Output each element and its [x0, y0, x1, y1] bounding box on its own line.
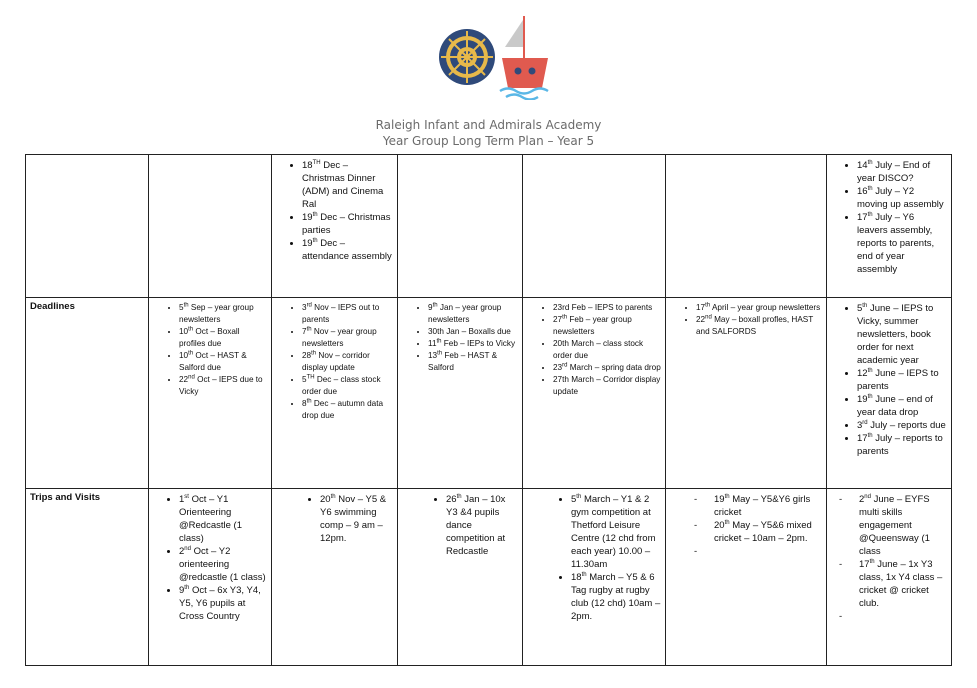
plan-title: Year Group Long Term Plan – Year 5 [382, 134, 595, 148]
list-item [857, 159, 947, 185]
list-item [179, 326, 267, 350]
cell-autumn2 [272, 155, 398, 298]
cell-spring1 [398, 155, 523, 298]
list-item [428, 302, 518, 326]
cell-spring2 [523, 298, 666, 489]
list-item [553, 302, 661, 314]
item-text: May – Y5&6 mixed cricket – 10am – 2pm. [714, 520, 812, 544]
item-text: Dec – class stock order due [302, 375, 381, 396]
item-text: Feb – HAST & Salford [428, 351, 498, 372]
ordinal-suffix: th [437, 350, 443, 357]
list-item [302, 398, 393, 422]
list-item [302, 350, 393, 374]
list-item [571, 571, 661, 623]
cell-autumn1 [149, 155, 272, 298]
item-date: 3 [302, 303, 307, 312]
list-item [179, 374, 267, 398]
ordinal-suffix: th [867, 185, 873, 192]
list-item [857, 302, 947, 367]
items-list [527, 493, 661, 623]
list-item [859, 493, 947, 558]
item-text: July – End of year DISCO? [857, 160, 931, 184]
item-text: June – IEPS to Vicky, summer newsletters, book order for next academic year [857, 303, 934, 366]
item-date: 16 [857, 186, 868, 197]
item-date: 26 [446, 494, 457, 505]
ordinal-suffix: nd [188, 374, 195, 381]
ordinal-suffix: th [306, 326, 312, 333]
ordinal-suffix: th [183, 302, 189, 309]
item-text: Jan – 10x Y3 &4 pupils dance competition at Redcastle [446, 494, 506, 557]
item-date: 5 [302, 375, 307, 384]
item-text: July – Y6 leavers assembly, reports to parents, end of year assembly [857, 212, 935, 275]
list-item [446, 493, 518, 558]
ship-wheel-icon [439, 29, 495, 85]
list-item [857, 185, 947, 211]
item-date: 7 [302, 327, 307, 336]
list-item [179, 493, 267, 545]
item-date: 17 [857, 433, 868, 444]
ordinal-suffix: th [724, 519, 730, 526]
cell-autumn2 [272, 298, 398, 489]
ordinal-suffix: th [188, 350, 194, 357]
cell-summer1 [666, 155, 827, 298]
item-text: Oct – Y1 Orienteering @Redcastle (1 class) [179, 494, 242, 544]
list-item [428, 350, 518, 374]
ordinal-suffix: rd [306, 302, 312, 309]
table-row [26, 155, 952, 298]
item-date: 5 [179, 303, 184, 312]
item-text: Oct – Y2 orienteering @redcastle (1 class) [179, 546, 266, 583]
item-text: Feb – IEPs to Vicky [441, 339, 516, 348]
list-item [179, 302, 267, 326]
item-date: 19 [714, 494, 725, 505]
item-date: 5 [571, 494, 577, 505]
items-list [402, 493, 518, 558]
item-date: 12 [857, 368, 868, 379]
ordinal-suffix: th [867, 159, 873, 166]
list-item [320, 493, 393, 545]
items-list [276, 302, 393, 422]
list-item [696, 302, 822, 314]
cell-summer1 [666, 489, 827, 666]
list-item [857, 211, 947, 276]
item-text: June – EYFS multi skills engagement @Queensway (1 class [859, 494, 930, 557]
ordinal-suffix: th [188, 326, 194, 333]
list-item [179, 545, 267, 584]
item-date: 1 [179, 494, 185, 505]
item-text: March – Y5 & 6 Tag rugby at rugby club (12 chd) 10am – 2pm. [571, 572, 661, 622]
items-list [831, 493, 947, 650]
list-item [302, 326, 393, 350]
table-row [26, 489, 952, 666]
list-item [553, 314, 661, 338]
item-date: 27th March – Corridor display update [553, 375, 661, 396]
list-item [696, 314, 822, 338]
ordinal-suffix: TH [306, 374, 315, 381]
item-date: 30th Jan – Boxalls due [428, 327, 511, 336]
item-date: 18 [302, 160, 313, 171]
list-item [553, 362, 661, 374]
school-logo [438, 14, 556, 100]
item-date: 2 [179, 546, 185, 557]
school-name: Raleigh Infant and Admirals Academy [375, 118, 602, 132]
cell-spring1 [398, 489, 523, 666]
ordinal-suffix: th [867, 432, 873, 439]
item-text: July – reports to parents [857, 433, 943, 457]
cell-spring2 [523, 489, 666, 666]
item-date: 23rd Feb – IEPS to parents [553, 303, 653, 312]
ordinal-suffix: th [311, 350, 317, 357]
boat-icon [500, 16, 548, 100]
ordinal-suffix: th [705, 302, 711, 309]
item-text: Oct – HAST & Salford due [179, 351, 247, 372]
list-item [302, 302, 393, 326]
item-date: 22 [696, 315, 706, 324]
items-list [153, 493, 267, 623]
list-item [571, 493, 661, 571]
list-item [859, 558, 947, 610]
list-item [553, 338, 661, 362]
list-item [714, 493, 822, 519]
ordinal-suffix: st [184, 493, 189, 500]
ordinal-suffix: rd [862, 419, 868, 426]
item-text: July – Y2 moving up assembly [857, 186, 944, 210]
long-term-plan-table [25, 154, 952, 666]
item-date: 23 [553, 363, 563, 372]
item-date: 22 [179, 375, 189, 384]
list-item [859, 610, 947, 650]
ordinal-suffix: nd [705, 314, 712, 321]
list-item [302, 211, 393, 237]
items-list [831, 159, 947, 276]
items-list [153, 302, 267, 398]
item-text: March – spring data drop [567, 363, 661, 372]
row-label-events [26, 155, 149, 298]
item-date: 2 [859, 494, 865, 505]
list-item [179, 350, 267, 374]
list-item [302, 159, 393, 211]
cell-summer2 [827, 489, 952, 666]
item-date: 14 [857, 160, 868, 171]
item-date: 17 [696, 303, 706, 312]
ordinal-suffix: nd [184, 545, 191, 552]
ordinal-suffix: th [330, 493, 336, 500]
item-date: 11 [428, 339, 437, 348]
item-date: 19 [302, 238, 313, 249]
item-date: 17 [857, 212, 868, 223]
ordinal-suffix: th [867, 211, 873, 218]
cell-autumn1 [149, 298, 272, 489]
ordinal-suffix: th [562, 314, 568, 321]
item-date: 20 [714, 520, 725, 531]
document-header [0, 117, 977, 149]
item-text: June – 1x Y3 class, 1x Y4 class – cricket @ cricket club. [859, 559, 943, 609]
item-text: Dec – Christmas Dinner (ADM) and Cinema Ral [302, 160, 384, 210]
item-date: 3 [857, 420, 863, 431]
item-text: Oct – 6x Y3, Y4, Y5, Y6 pupils at Cross Country [179, 585, 261, 622]
item-date: 8 [302, 399, 307, 408]
item-date: 28 [302, 351, 312, 360]
item-text: March – Y1 & 2 gym competition at Thetford Leisure Centre (12 chd from each year) 10.00 – 11.30am [571, 494, 656, 570]
ordinal-suffix: nd [864, 493, 871, 500]
list-item [553, 374, 661, 398]
ordinal-suffix: TH [312, 159, 321, 166]
item-date: 17 [859, 559, 870, 570]
row-label-deadlines: Deadlines [26, 298, 149, 489]
cell-spring2 [523, 155, 666, 298]
item-text: June – IEPS to parents [857, 368, 939, 392]
item-date: 9 [179, 585, 185, 596]
items-list [670, 493, 822, 585]
cell-summer2 [827, 155, 952, 298]
cell-summer2 [827, 298, 952, 489]
list-item [179, 584, 267, 623]
items-list [276, 159, 393, 263]
ordinal-suffix: th [432, 302, 438, 309]
list-item [714, 545, 822, 585]
items-list [670, 302, 822, 338]
ordinal-suffix: th [867, 393, 873, 400]
item-date: 5 [857, 303, 863, 314]
item-date: 13 [428, 351, 438, 360]
item-date: 18 [571, 572, 582, 583]
ordinal-suffix: th [862, 302, 868, 309]
ordinal-suffix: th [867, 367, 873, 374]
list-item [302, 237, 393, 263]
item-text: Nov – Y5 & Y6 swimming comp – 9 am – 12pm. [320, 494, 387, 544]
ordinal-suffix: th [184, 584, 190, 591]
item-text: May – boxall profles, HAST and SALFORDS [696, 315, 814, 336]
item-text: April – year group newsletters [710, 303, 821, 312]
cell-spring1 [398, 298, 523, 489]
item-date: 19 [302, 212, 313, 223]
item-date: 20 [320, 494, 331, 505]
ordinal-suffix: th [581, 571, 587, 578]
item-text: Nov – corridor display update [302, 351, 370, 372]
ordinal-suffix: th [306, 398, 312, 405]
item-date: 10 [179, 351, 189, 360]
item-text: Jan – year group newsletters [428, 303, 502, 324]
ordinal-suffix: th [869, 558, 875, 565]
list-item [857, 432, 947, 458]
table-row [26, 298, 952, 489]
ordinal-suffix: th [312, 211, 318, 218]
list-item [857, 367, 947, 393]
item-date: 9 [428, 303, 433, 312]
item-text: Sep – year group newsletters [179, 303, 254, 324]
cell-autumn2 [272, 489, 398, 666]
ordinal-suffix: th [724, 493, 730, 500]
item-text: July – reports due [867, 420, 946, 431]
row-label-trips: Trips and Visits [26, 489, 149, 666]
item-text: Nov – IEPS out to parents [302, 303, 380, 324]
items-list [831, 302, 947, 458]
ordinal-suffix: th [312, 237, 318, 244]
item-text: Nov – year group newsletters [302, 327, 377, 348]
item-text: Dec – autumn data drop due [302, 399, 384, 420]
item-text: Oct – IEPS due to Vicky [179, 375, 263, 396]
list-item [428, 338, 518, 350]
item-text: June – end of year data drop [857, 394, 933, 418]
list-item [428, 326, 518, 338]
cell-autumn1 [149, 489, 272, 666]
items-list [402, 302, 518, 374]
list-item [857, 419, 947, 432]
ordinal-suffix: th [456, 493, 462, 500]
item-text: Dec – attendance assembly [302, 238, 392, 262]
cell-summer1 [666, 298, 827, 489]
ordinal-suffix: th [576, 493, 582, 500]
items-list [276, 493, 393, 545]
ordinal-suffix: rd [562, 362, 568, 369]
item-text: Dec – Christmas parties [302, 212, 391, 236]
item-date: 19 [857, 394, 868, 405]
list-item [857, 393, 947, 419]
list-item [714, 519, 822, 545]
items-list [527, 302, 661, 398]
item-text: Oct – Boxall profiles due [179, 327, 240, 348]
item-text: May – Y5&Y6 girls cricket [714, 494, 811, 518]
item-date: 20th March – class stock order due [553, 339, 644, 360]
item-date: 10 [179, 327, 189, 336]
item-date: 27 [553, 315, 563, 324]
ordinal-suffix: th [436, 338, 442, 345]
item-text: Feb – year group newsletters [553, 315, 632, 336]
list-item [302, 374, 393, 398]
